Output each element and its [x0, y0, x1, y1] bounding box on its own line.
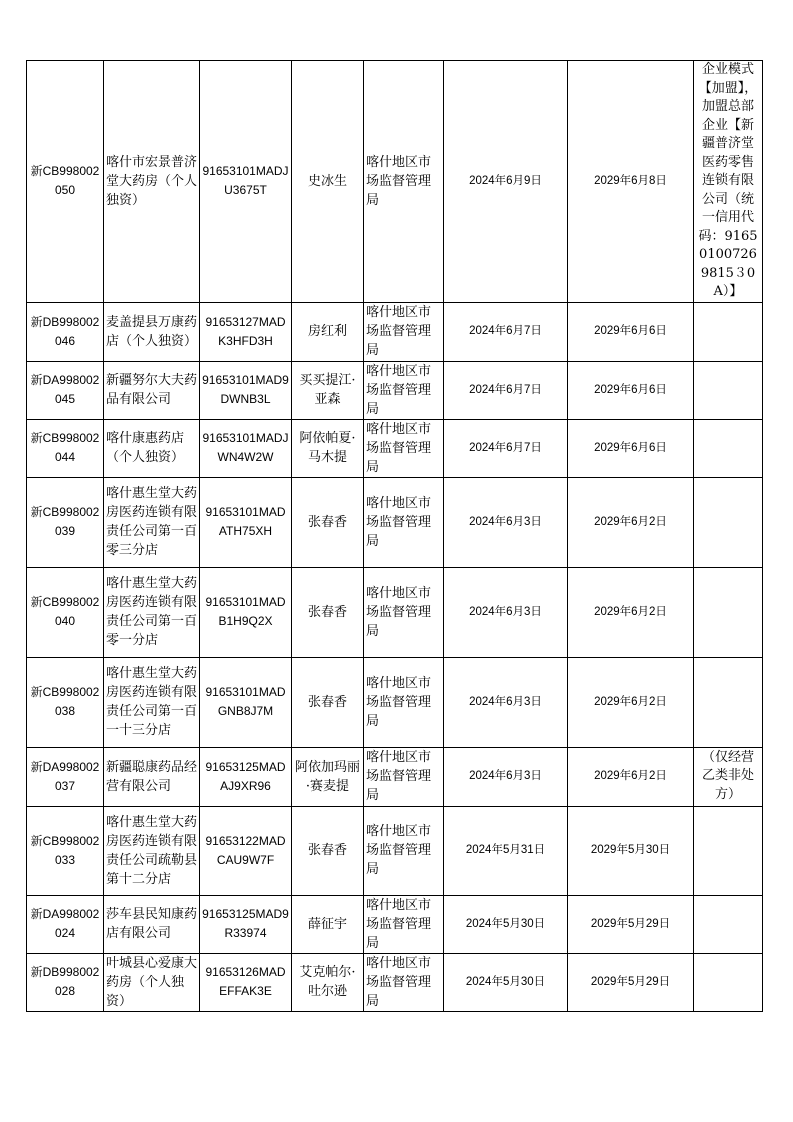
remarks: [694, 657, 763, 747]
table-row: [27, 361, 763, 419]
remarks: [694, 895, 763, 953]
issuing-authority: 喀什地区市场监督管理局: [364, 361, 444, 419]
credit-code: 91653101MAD9DWNB3L: [200, 361, 292, 419]
enterprise-name: 喀什惠生堂大药房医药连锁有限责任公司疏勒县第十二分店: [104, 806, 200, 895]
issue-date: 2024年6月7日: [444, 419, 568, 477]
expiry-date: 2029年5月29日: [568, 953, 694, 1011]
enterprise-name: 喀什市宏景普济堂大药房（个人独资）: [104, 61, 200, 303]
issuing-authority: 喀什地区市场监督管理局: [364, 567, 444, 657]
legal-person: 阿依帕夏·马木提: [292, 419, 364, 477]
enterprise-name: 莎车县民知康药店有限公司: [104, 895, 200, 953]
enterprise-name: 麦盖提县万康药店（个人独资）: [104, 302, 200, 361]
license-table: [26, 60, 763, 1012]
legal-person: 张春香: [292, 477, 364, 567]
license-code: 新DA998002037: [27, 747, 104, 806]
remarks: 企业模式【加盟】，加盟总部企业【新疆普济堂医药零售连锁有限公司（统一信用代码：916501007269815３0A）】: [694, 61, 763, 303]
remarks: [694, 361, 763, 419]
table-row: [27, 953, 763, 1011]
credit-code: 91653101MADB1H9Q2X: [200, 567, 292, 657]
table-row: [27, 747, 763, 806]
credit-code: 91653101MADJU3675T: [200, 61, 292, 303]
legal-person: 房红利: [292, 302, 364, 361]
table-row: [27, 895, 763, 953]
issue-date: 2024年6月7日: [444, 361, 568, 419]
table-row: [27, 806, 763, 895]
legal-person: 张春香: [292, 567, 364, 657]
table-row: [27, 61, 763, 303]
enterprise-name: 新疆聪康药品经营有限公司: [104, 747, 200, 806]
license-code: 新CB998002044: [27, 419, 104, 477]
issuing-authority: 喀什地区市场监督管理局: [364, 302, 444, 361]
issuing-authority: 喀什地区市场监督管理局: [364, 953, 444, 1011]
license-code: 新CB998002040: [27, 567, 104, 657]
legal-person: 史冰生: [292, 61, 364, 303]
issuing-authority: 喀什地区市场监督管理局: [364, 806, 444, 895]
issue-date: 2024年5月31日: [444, 806, 568, 895]
credit-code: 91653101MADATH75XH: [200, 477, 292, 567]
credit-code: 91653125MAD9R33974: [200, 895, 292, 953]
remarks: [694, 419, 763, 477]
issuing-authority: 喀什地区市场监督管理局: [364, 895, 444, 953]
remarks: （仅经营乙类非处方）: [694, 747, 763, 806]
license-code: 新DB998002046: [27, 302, 104, 361]
table-row: [27, 477, 763, 567]
table-row: [27, 657, 763, 747]
expiry-date: 2029年5月29日: [568, 895, 694, 953]
credit-code: 91653122MADCAU9W7F: [200, 806, 292, 895]
issue-date: 2024年6月3日: [444, 477, 568, 567]
enterprise-name: 喀什惠生堂大药房医药连锁有限责任公司第一百零三分店: [104, 477, 200, 567]
table-row: [27, 302, 763, 361]
license-code: 新DB998002028: [27, 953, 104, 1011]
issue-date: 2024年6月3日: [444, 567, 568, 657]
credit-code: 91653125MADAJ9XR96: [200, 747, 292, 806]
legal-person: 张春香: [292, 806, 364, 895]
issuing-authority: 喀什地区市场监督管理局: [364, 477, 444, 567]
expiry-date: 2029年6月2日: [568, 567, 694, 657]
expiry-date: 2029年6月8日: [568, 61, 694, 303]
remarks: [694, 806, 763, 895]
credit-code: 91653101MADGNB8J7M: [200, 657, 292, 747]
license-code: 新CB998002050: [27, 61, 104, 303]
issue-date: 2024年5月30日: [444, 953, 568, 1011]
expiry-date: 2029年5月30日: [568, 806, 694, 895]
credit-code: 91653101MADJWN4W2W: [200, 419, 292, 477]
enterprise-name: 喀什康惠药店（个人独资）: [104, 419, 200, 477]
issuing-authority: 喀什地区市场监督管理局: [364, 419, 444, 477]
license-code: 新CB998002038: [27, 657, 104, 747]
remarks: [694, 567, 763, 657]
expiry-date: 2029年6月6日: [568, 302, 694, 361]
legal-person: 艾克帕尔·吐尔逊: [292, 953, 364, 1011]
issue-date: 2024年5月30日: [444, 895, 568, 953]
issue-date: 2024年6月3日: [444, 747, 568, 806]
license-code: 新CB998002033: [27, 806, 104, 895]
legal-person: 买买提江·亚森: [292, 361, 364, 419]
enterprise-name: 喀什惠生堂大药房医药连锁有限责任公司第一百一十三分店: [104, 657, 200, 747]
credit-code: 91653126MADEFFAK3E: [200, 953, 292, 1011]
issue-date: 2024年6月9日: [444, 61, 568, 303]
table-row: [27, 419, 763, 477]
expiry-date: 2029年6月2日: [568, 477, 694, 567]
expiry-date: 2029年6月2日: [568, 657, 694, 747]
table-row: [27, 567, 763, 657]
remarks: [694, 477, 763, 567]
enterprise-name: 叶城县心爱康大药房（个人独资）: [104, 953, 200, 1011]
legal-person: 阿依加玛丽·赛麦提: [292, 747, 364, 806]
license-code: 新CB998002039: [27, 477, 104, 567]
credit-code: 91653127MADK3HFD3H: [200, 302, 292, 361]
issuing-authority: 喀什地区市场监督管理局: [364, 61, 444, 303]
license-code: 新DA998002045: [27, 361, 104, 419]
remarks: [694, 302, 763, 361]
legal-person: 张春香: [292, 657, 364, 747]
issuing-authority: 喀什地区市场监督管理局: [364, 657, 444, 747]
enterprise-name: 喀什惠生堂大药房医药连锁有限责任公司第一百零一分店: [104, 567, 200, 657]
license-code: 新DA998002024: [27, 895, 104, 953]
enterprise-name: 新疆努尔大夫药品有限公司: [104, 361, 200, 419]
expiry-date: 2029年6月2日: [568, 747, 694, 806]
legal-person: 薛征宇: [292, 895, 364, 953]
expiry-date: 2029年6月6日: [568, 419, 694, 477]
issue-date: 2024年6月3日: [444, 657, 568, 747]
issue-date: 2024年6月7日: [444, 302, 568, 361]
remarks: [694, 953, 763, 1011]
expiry-date: 2029年6月6日: [568, 361, 694, 419]
issuing-authority: 喀什地区市场监督管理局: [364, 747, 444, 806]
